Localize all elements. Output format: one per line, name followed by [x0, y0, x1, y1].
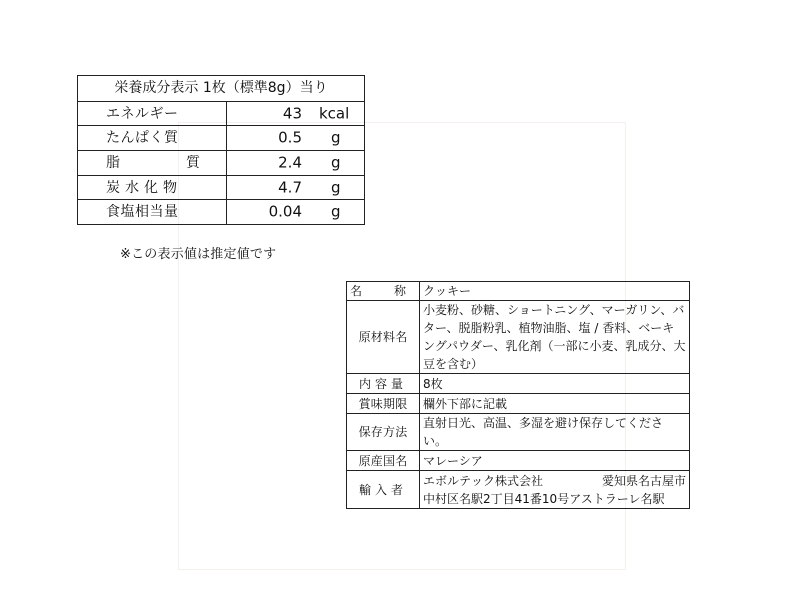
label-row — [347, 394, 690, 414]
storage-key: 保存方法 — [347, 414, 420, 451]
storage-value: 直射日光、高温、多湿を避け保存してください。 — [420, 414, 690, 451]
content-key: 内容量 — [347, 374, 420, 394]
label-row — [347, 282, 690, 301]
nutrition-row — [78, 175, 365, 200]
nutrition-value: 4.7 — [278, 178, 302, 197]
label-row — [347, 301, 690, 374]
nutrition-value-cell — [227, 200, 365, 225]
nutrition-row — [78, 101, 365, 126]
nutrition-label: たんぱく質 — [78, 126, 227, 151]
label-row — [347, 374, 690, 394]
nutrition-value: 0.04 — [268, 202, 302, 221]
ingredients-value: 小麦粉、砂糖、ショートニング、マーガリン、バター、脱脂粉乳、植物油脂、塩 / 香料、ベーキングパウダー、乳化剤（一部に小麦、乳成分、大豆を含む） — [420, 301, 690, 374]
nutrition-row — [78, 126, 365, 151]
origin-value: マレーシア — [420, 451, 690, 471]
importer-address-line1: 愛知県名古屋市 — [602, 473, 687, 488]
nutrition-label: 炭水化物 — [78, 175, 227, 200]
nutrition-value-cell — [227, 151, 365, 176]
estimate-note: ※この表示値は推定値です — [120, 247, 277, 262]
expiry-key: 賞味期限 — [347, 394, 420, 414]
nutrition-row — [78, 200, 365, 225]
origin-key: 原産国名 — [347, 451, 420, 471]
label-row — [347, 414, 690, 451]
importer-key: 輸入者 — [347, 471, 420, 509]
nutrition-value: 43 — [282, 104, 302, 123]
nutrition-unit: g — [331, 202, 341, 221]
importer-company: エボルテック株式会社 — [423, 473, 544, 488]
nutrition-unit: g — [331, 178, 341, 197]
nutrition-label: 脂 質 — [78, 151, 227, 176]
importer-value — [420, 471, 690, 509]
nutrition-table — [77, 75, 365, 225]
nutrition-value-cell — [227, 101, 365, 126]
nutrition-row — [78, 151, 365, 176]
nutrition-header: 栄養成分表示 1枚（標準8g）当り — [78, 76, 365, 102]
product-label-table — [346, 281, 690, 509]
label-row — [347, 471, 690, 509]
label-row — [347, 451, 690, 471]
content-value: 8枚 — [420, 374, 690, 394]
nutrition-unit: g — [331, 153, 341, 172]
nutrition-value-cell — [227, 175, 365, 200]
expiry-value: 欄外下部に記載 — [420, 394, 690, 414]
nutrition-value: 2.4 — [278, 153, 302, 172]
nutrition-label: 食塩相当量 — [78, 200, 227, 225]
name-key: 名 称 — [347, 282, 420, 301]
nutrition-label: エネルギー — [78, 101, 227, 126]
nutrition-value-cell — [227, 126, 365, 151]
importer-address-line2: 中村区名駅2丁目41番10号アストラーレ名駅 — [423, 491, 665, 506]
ingredients-key: 原材料名 — [347, 301, 420, 374]
nutrition-unit: kcal — [319, 104, 350, 123]
nutrition-unit: g — [331, 128, 341, 147]
name-value: クッキー — [420, 282, 690, 301]
importer-line — [423, 472, 686, 490]
nutrition-value: 0.5 — [278, 128, 302, 147]
